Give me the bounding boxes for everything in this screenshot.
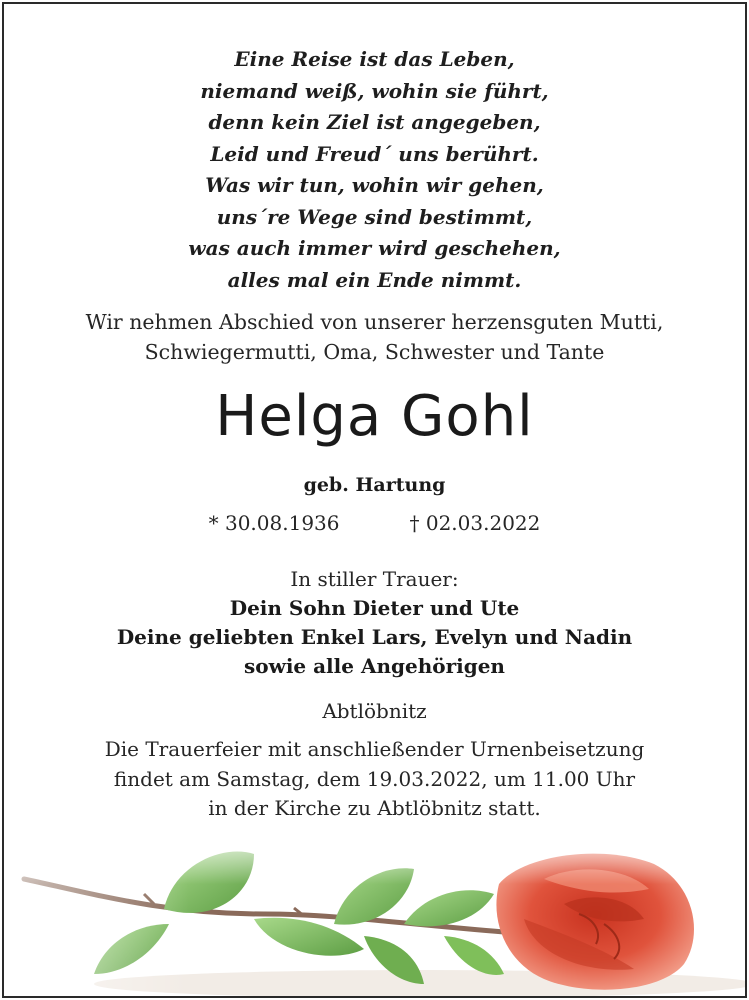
rose-image xyxy=(4,824,745,996)
intro-line: Schwiegermutti, Oma, Schwester und Tante xyxy=(144,340,605,364)
mourner-line: sowie alle Angehörigen xyxy=(244,654,505,678)
poem-line: alles mal ein Ende nimmt. xyxy=(227,267,522,292)
life-dates xyxy=(4,509,745,537)
mourners-block xyxy=(4,565,745,681)
poem-line: Leid und Freud´ uns berührt. xyxy=(210,141,539,166)
poem-line: Eine Reise ist das Leben, xyxy=(234,47,515,71)
poem-line: niemand weiß, wohin sie führt, xyxy=(200,78,549,103)
maiden-name: geb. Hartung xyxy=(303,474,446,496)
funeral-notice xyxy=(4,735,745,824)
poem-line: denn kein Ziel ist angegeben, xyxy=(208,110,541,134)
poem-line: was auch immer wird geschehen, xyxy=(188,236,561,260)
funeral-line: Die Trauerfeier mit anschließender Urnenbeisetzung xyxy=(104,737,645,761)
funeral-line: in der Kirche zu Abtlöbnitz statt. xyxy=(208,796,541,820)
birth-date: * 30.08.1936 xyxy=(208,511,340,535)
intro-line: Wir nehmen Abschied von unserer herzensguten Mutti, xyxy=(85,310,664,334)
obituary-card xyxy=(2,2,747,998)
poem-line: uns´re Wege sind bestimmt, xyxy=(216,204,533,229)
deceased-name: Helga Gohl xyxy=(215,384,534,449)
mourning-lead: In stiller Trauer: xyxy=(290,567,459,591)
poem-line: Was wir tun, wohin wir gehen, xyxy=(205,173,544,197)
rose-illustration xyxy=(4,824,745,996)
death-date: † 02.03.2022 xyxy=(409,511,541,535)
mourner-line: Deine geliebten Enkel Lars, Evelyn und Nadin xyxy=(116,625,633,649)
mourner-line: Dein Sohn Dieter und Ute xyxy=(229,596,520,620)
funeral-line: findet am Samstag, dem 19.03.2022, um 11.00 Uhr xyxy=(113,766,636,791)
place-name: Abtlöbnitz xyxy=(322,699,427,723)
poem xyxy=(4,44,745,296)
farewell-intro xyxy=(4,307,745,367)
